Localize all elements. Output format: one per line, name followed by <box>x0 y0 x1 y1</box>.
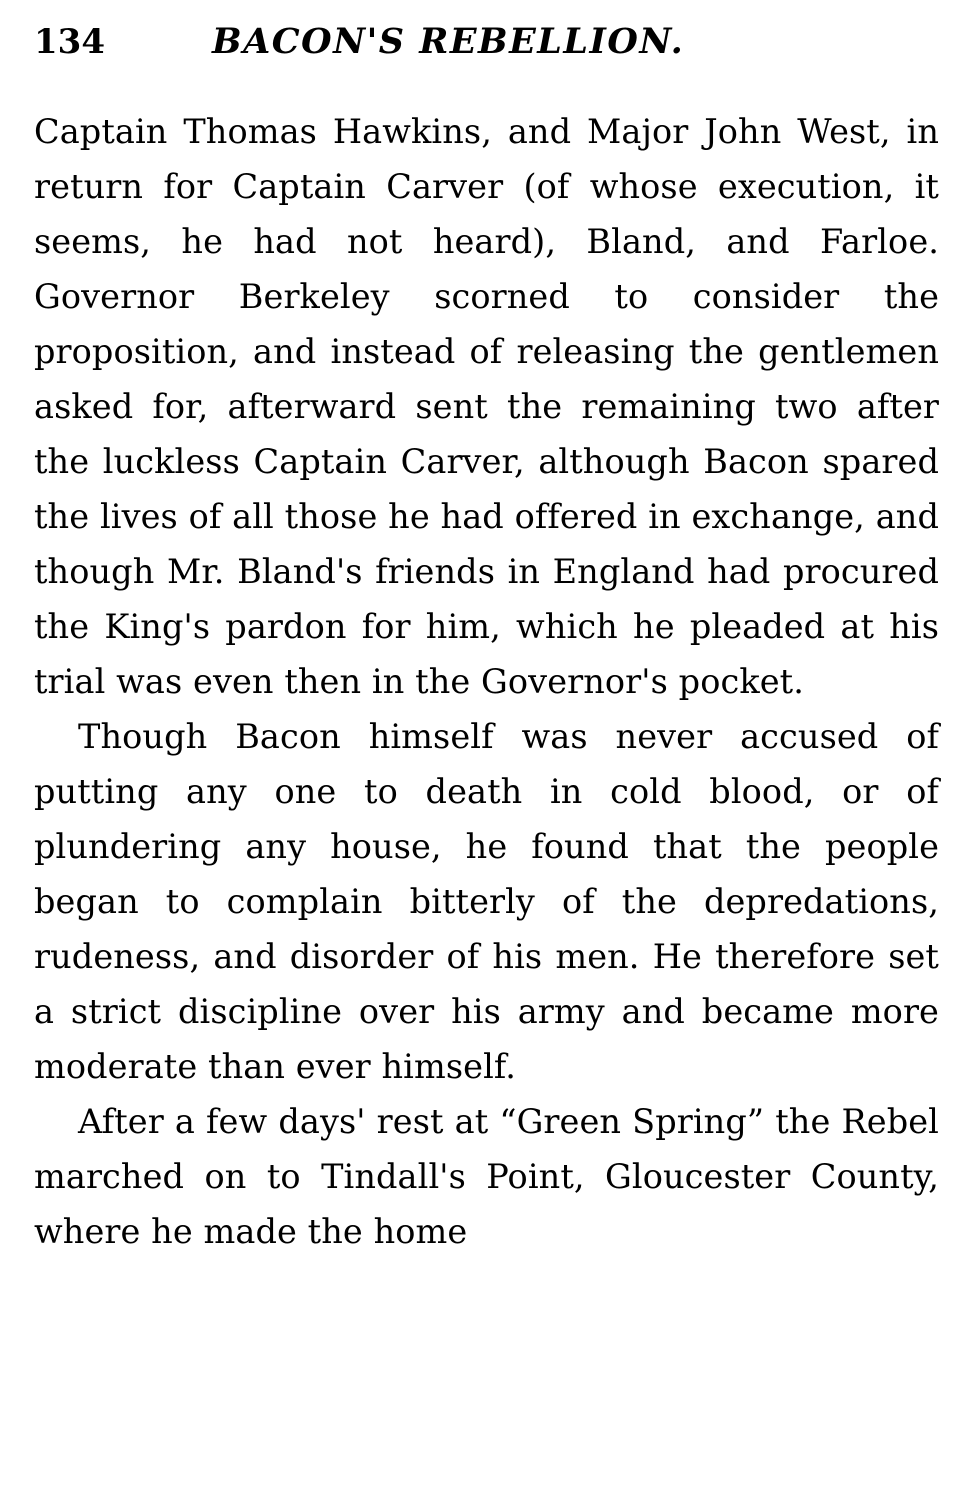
running-title: BACON'S REBELLION. <box>212 21 685 62</box>
paragraph: Captain Thomas Hawkins, and Major John West, in return for Captain Carver (of whose execution, it seems, he had not heard), Bland, and Farloe. Governor Berkeley scorned to consider the proposition, and instead of releasing the gentlemen asked for, afterward sent the remaining two after the luckless Captain Carver, although Bacon spared the lives of all those he had offered in exchange, and though Mr. Bland's friends in England had procured the King's pardon for him, which he pleaded at his trial was even then in the Governor's pocket. <box>34 112 939 701</box>
running-head <box>34 21 934 78</box>
page-body <box>34 104 939 1259</box>
page-number: 134 <box>34 22 105 62</box>
paragraph: Though Bacon himself was never accused of putting any one to death in cold blood, or of plundering any house, he found that the people began to complain bitterly of the depredations, rudeness, and disorder of his men. He therefore set a strict discipline over his army and became more moderate than ever himself. <box>34 717 939 1086</box>
paragraph: After a few days' rest at “Green Spring” the Rebel marched on to Tindall's Point, Gloucester County, where he made the home <box>34 1102 939 1251</box>
